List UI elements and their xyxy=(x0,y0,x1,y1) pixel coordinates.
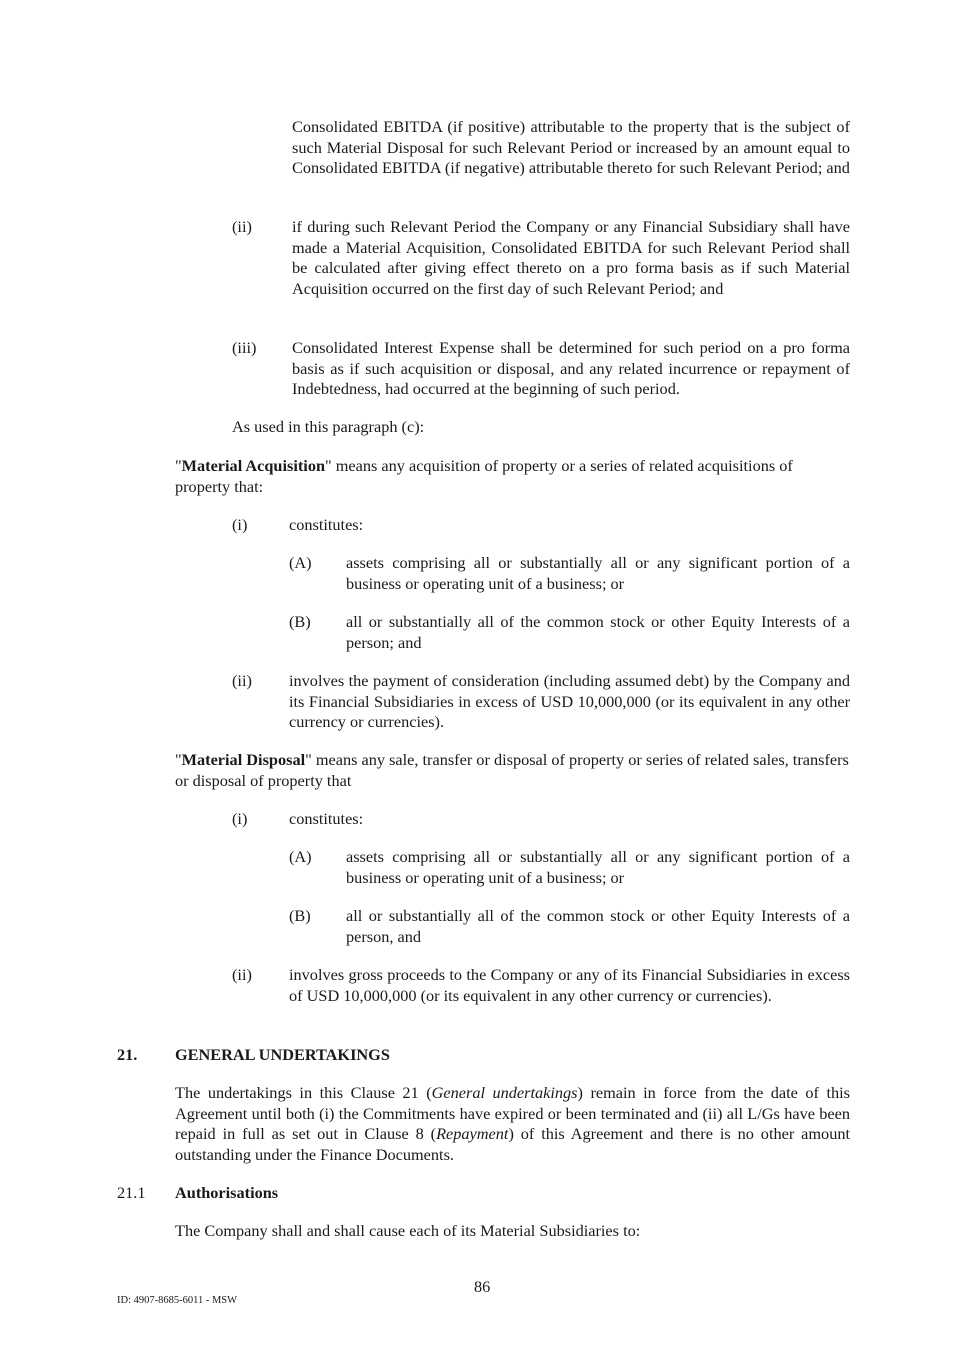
material-disposal-definition xyxy=(175,750,850,791)
page-number: 86 xyxy=(474,1277,491,1296)
definition-text: " means any acquisition of property or a series of related acquisitions of property that: xyxy=(175,456,793,496)
as-used-text: As used in this paragraph (c): xyxy=(232,417,425,436)
list-item-label: (i) xyxy=(232,809,248,828)
material-acquisition-definition xyxy=(175,456,850,497)
defined-term: Material Disposal xyxy=(181,750,306,769)
clause-heading: GENERAL UNDERTAKINGS xyxy=(175,1045,390,1064)
intro-text: The undertakings in this Clause 21 ( xyxy=(175,1083,432,1102)
list-item-label: (iii) xyxy=(232,338,257,357)
list-item-text: constitutes: xyxy=(289,809,364,828)
sublist-item-label: (B) xyxy=(289,612,311,631)
clause-reference: Repayment xyxy=(436,1124,509,1143)
sublist-item-label: (B) xyxy=(289,906,311,925)
sublist-item-text: all or substantially all of the common stock or other Equity Interests of a person; and xyxy=(346,612,850,652)
sublist-item-text: assets comprising all or substantially all or any significant portion of a business or operating unit of a business; or xyxy=(346,553,850,593)
list-item-text: constitutes: xyxy=(289,515,364,534)
list-item-label: (ii) xyxy=(232,965,252,984)
defined-term: Material Acquisition xyxy=(181,456,326,475)
list-item-text: Consolidated Interest Expense shall be determined for such period on a pro forma basis as if such acquisition or disposal, and any related incurrence or repayment of Indebtedness, had occurred at the beginning of such period. xyxy=(292,338,850,398)
list-item-text: if during such Relevant Period the Company or any Financial Subsidiary shall have made a Material Acquisition, Consolidated EBITDA for such Relevant Period shall be calculated after giving effect thereto on a pro forma basis as if such Material Acquisition occurred on the first day of such Relevant Period; and xyxy=(292,217,850,298)
continuation-paragraph: Consolidated EBITDA (if positive) attributable to the property that is the subject of such Material Disposal for such Relevant Period or increased by an amount equal to Consolidated EBITDA (if negative) attributable thereto for such Relevant Period; and xyxy=(292,117,850,177)
sublist-item-label: (A) xyxy=(289,553,312,572)
intro-text: ) of this Agreement and there is no other amount outstanding under the Finance Documents. xyxy=(175,1124,851,1164)
document-id: ID: 4907-8685-6011 - MSW xyxy=(117,1295,238,1306)
quote-open: " xyxy=(175,750,182,769)
sublist-item-text: assets comprising all or substantially all or any significant portion of a business or operating unit of a business; or xyxy=(346,847,850,887)
intro-text: ) remain in force from the date of this Agreement until both (i) the Commitments have expired or been terminated and (ii) all L/Gs have been repaid in full as set out in Clause 8 ( xyxy=(175,1083,851,1143)
subclause-text: The Company shall and shall cause each of its Material Subsidiaries to: xyxy=(175,1221,641,1240)
clause-number: 21. xyxy=(117,1045,138,1064)
subclause-number: 21.1 xyxy=(117,1183,146,1202)
list-item-label: (ii) xyxy=(232,217,252,236)
clause-intro-paragraph xyxy=(175,1083,850,1165)
sublist-item-label: (A) xyxy=(289,847,312,866)
sublist-item-text: all or substantially all of the common stock or other Equity Interests of a person, and xyxy=(346,906,850,946)
list-item-label: (i) xyxy=(232,515,248,534)
list-item-text: involves the payment of consideration (including assumed debt) by the Company and its Financial Subsidiaries in excess of USD 10,000,000 (or its equivalent in any other currency or currencies). xyxy=(289,671,850,731)
definition-text: " means any sale, transfer or disposal of property or series of related sales, transfers or disposal of property that xyxy=(175,750,849,790)
list-item-text: involves gross proceeds to the Company or any of its Financial Subsidiaries in excess of USD 10,000,000 (or its equivalent in any other currency or currencies). xyxy=(289,965,850,1005)
list-item-label: (ii) xyxy=(232,671,252,690)
subclause-heading: Authorisations xyxy=(175,1183,279,1202)
clause-reference: General undertakings xyxy=(431,1083,578,1102)
quote-open: " xyxy=(175,456,182,475)
